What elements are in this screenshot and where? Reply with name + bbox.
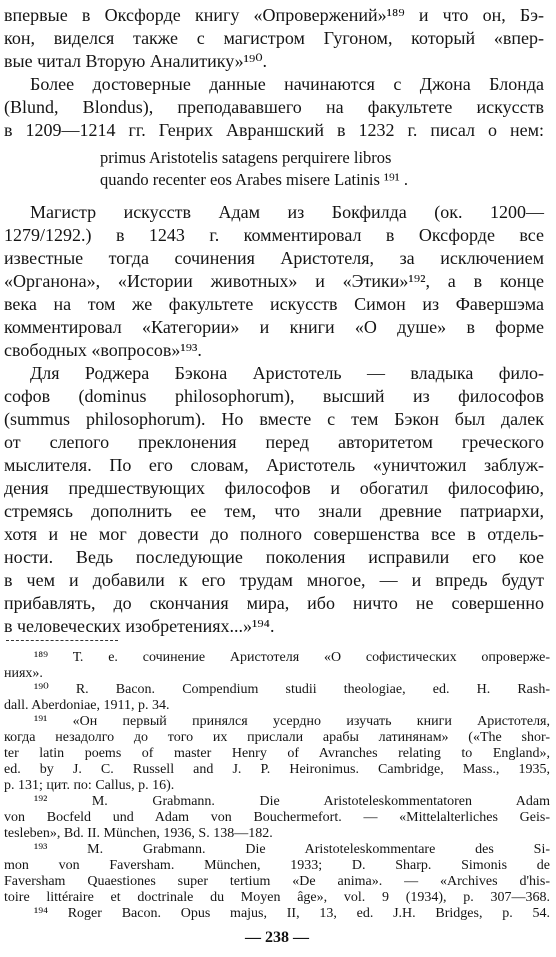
page-number: — 238 — [245, 929, 309, 946]
footnote-separator [6, 640, 118, 641]
body-line: известные тогда сочинения Аристотеля, за исключением [4, 248, 544, 268]
footnote-line: dall. Aberdoniae, 1911, p. 34. [4, 698, 170, 713]
footnote-line: Faversham Quaestiones super tertium «De anima». — «Archives d'his- [4, 874, 550, 889]
latin-quote-line: primus Aristotelis satagens perquirere libros [100, 148, 392, 167]
body-line: впервые в Оксфорде книгу «Опровержений»¹⁸⁹ и что он, Бэ- [4, 5, 544, 25]
body-line: прибавлять, до скончания мира, ибо ничто не совершенно [4, 593, 544, 613]
footnote-line: p. 131; цит. по: Callus, p. 16). [4, 778, 175, 793]
body-line: в человеческих изобретениях...»¹⁹⁴. [4, 616, 275, 636]
body-line: Магистр искусств Адам из Бокфилда (ок. 1200— [30, 202, 544, 222]
body-line: в чем и добавили к его трудам многое, — и впредь будут [4, 570, 544, 590]
body-line: софов (dominus philosophorum), высший из философов [4, 386, 544, 406]
body-line: в 1209—1214 гг. Генрих Авраншский в 1232 г. писал о нем: [4, 120, 544, 140]
body-line: хотя и не мог довести до полного совершенства все в отдель- [4, 524, 544, 544]
footnote-line: ¹⁹³ M. Grabmann. Die Aristoteleskommentare des Si- [34, 842, 550, 857]
body-line: века на том же факультете искусств Симон из Фавершэма [4, 294, 544, 314]
body-line: комментировал «Категории» и книги «О душе» в форме [4, 317, 544, 337]
body-line: ности. Ведь последующие поколения исправили его кое [4, 547, 544, 567]
body-line: от слепого преклонения перед авторитетом греческого [4, 432, 544, 452]
latin-quote-line: quando recenter eos Arabes misere Latinis ¹⁹¹ . [100, 170, 408, 189]
footnote-line: tesleben», Bd. II. München, 1936, S. 138—182. [4, 826, 273, 841]
body-line: кон, виделся также с магистром Гугоном, который «впер- [4, 28, 544, 48]
footnote-line: ed. by J. C. Russell and J. P. Heironimus. Cambridge, Mass., 1935, [4, 762, 550, 777]
footnote-line: ниях». [4, 666, 43, 681]
body-line: дения предшествующих философов и обогатил философию, [4, 478, 544, 498]
body-line: Для Роджера Бэкона Аристотель — владыка фило- [30, 363, 544, 383]
footnote-line: ter latin poems of master Henry of Avranches relating to England», [4, 746, 550, 761]
footnote-line: ¹⁹¹ «Он первый принялся усердно изучать книги Аристотеля, [34, 714, 550, 729]
body-line: (summus philosophorum). Но вместе с тем Бэкон был далек [4, 409, 544, 429]
footnote-line: mon von Faversham. München, 1933; D. Sharp. Simonis de [4, 858, 550, 873]
body-line: (Blund, Blondus), преподававшего на факультете искусств [4, 97, 544, 117]
book-page [4, 0, 550, 957]
footnote-line: von Bocfeld und Adam von Bouchermefort. — «Mittelalterliches Geis- [4, 810, 550, 825]
footnote-line: когда незадолго до того их прислали арабы латинянам» («The shor- [4, 730, 550, 745]
body-line: стремясь дополнить ее тем, что знали древние патриархи, [4, 501, 544, 521]
footnote-line: ¹⁸⁹ Т. е. сочинение Аристотеля «О софистических опроверже- [34, 650, 550, 665]
footnote-line: ¹⁹² M. Grabmann. Die Aristoteleskommentatoren Adam [34, 794, 550, 809]
footnote-line: ¹⁹⁴ Roger Bacon. Opus majus, II, 13, ed. J.H. Bridges, p. 54. [34, 906, 550, 921]
body-line: свободных «вопросов»¹⁹³. [4, 340, 202, 360]
body-line: вые читал Вторую Аналитику»¹⁹⁰. [4, 51, 268, 71]
body-line: мыслителя. По его словам, Аристотель «уничтожил заблуж- [4, 455, 544, 475]
body-line: 1279/1292.) в 1243 г. комментировал в Оксфорде все [4, 225, 544, 245]
footnote-line: toire littéraire et doctrinale du Moyen âge», vol. 9 (1934), p. 307—368. [4, 890, 550, 905]
body-line: Более достоверные данные начинаются с Джона Блонда [30, 74, 544, 94]
footnote-line: ¹⁹⁰ R. Bacon. Compendium studii theologiae, ed. H. Rash- [34, 682, 550, 697]
body-line: «Органона», «Истории животных» и «Этики»¹⁹², а в конце [4, 271, 544, 291]
